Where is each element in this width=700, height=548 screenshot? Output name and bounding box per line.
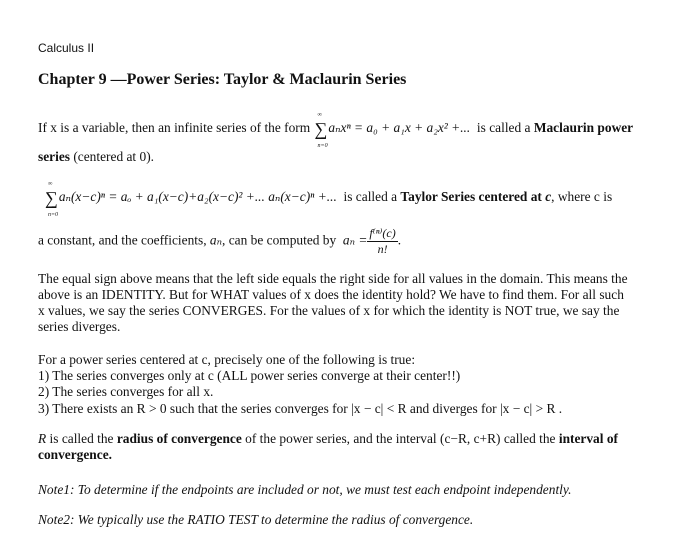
coef-fraction (367, 226, 397, 257)
term-convergence: convergence. (38, 447, 112, 462)
coef-lhs: aₙ = (342, 232, 368, 248)
case-item: 2) The series converges for all x. (38, 384, 214, 399)
term-series: series (38, 149, 70, 164)
sum-upper-limit: ∞ (317, 112, 322, 118)
cases-intro: For a power series centered at c, precisely one of the following is true: (38, 352, 416, 367)
var-an: aₙ (209, 232, 223, 248)
note-1: Note1: To determine if the endpoints are included or not, we must test each endpoint independently. (38, 482, 572, 497)
maclaurin-formula: aₙxⁿ = a₀ + a₁x + a₂x² +... (328, 120, 471, 135)
fraction-denominator: n! (377, 242, 388, 256)
text: is called the (46, 431, 117, 446)
case-item: 1) The series converges only at c (ALL power series converge at their center!!) (38, 368, 461, 383)
case-item: 3) There exists an R > 0 such that the series converges for |x − c| < R and diverges for |x − c| > R . (38, 401, 563, 416)
var-r: R (38, 431, 47, 446)
paragraph-line: The equal sign above means that the left side equals the right side for all values in the domain. This means the (38, 271, 628, 286)
paragraph-line: series diverges. (38, 319, 121, 334)
term-interval: interval of (558, 431, 618, 446)
coefficient-line (38, 226, 401, 257)
text: a constant, and the coefficients, (38, 232, 210, 248)
term-radius: radius of convergence (116, 431, 242, 446)
text: , where c is (551, 189, 613, 204)
text: is called a (470, 120, 534, 135)
sum-lower-limit: n=0 (317, 143, 328, 149)
paragraph-line: x values, we say the series CONVERGES. For the values of x for which the identity is NOT true, we say the (38, 303, 620, 318)
taylor-formula: aₙ(x−c)ⁿ = aₒ + a₁(x−c)+a₂(x−c)² +... aₙ(x−c)ⁿ +... (58, 189, 337, 204)
note-2: Note2: We typically use the RATIO TEST to determine the radius of convergence. (38, 512, 474, 527)
paragraph-line: above is an IDENTITY. But for WHAT values of x does the identity hold? We have to find them. For all such (38, 287, 624, 302)
maclaurin-line-2 (38, 149, 154, 165)
text: (centered at 0). (69, 149, 154, 164)
sum-upper-limit: ∞ (48, 181, 53, 187)
radius-line-2 (38, 447, 112, 463)
text: , can be computed by (222, 232, 343, 248)
summation-symbol: ∑ ∞ n=0 (45, 181, 59, 218)
term-taylor: Taylor Series centered at (400, 189, 546, 204)
text: If x is a variable, then an infinite series of the form (38, 120, 314, 135)
maclaurin-line (38, 112, 634, 149)
sum-lower-limit: n=0 (48, 212, 59, 218)
fraction-numerator: f⁽ⁿ⁾(c) (369, 226, 396, 240)
taylor-line (44, 181, 613, 218)
var-c: c (545, 189, 552, 204)
text: . (397, 232, 402, 248)
summation-symbol: ∑ ∞ n=0 (314, 112, 328, 149)
text: of the power series, and the interval (c−R, c+R) called the (241, 431, 559, 446)
text: is called a (336, 189, 401, 204)
radius-line (38, 431, 618, 447)
course-header: Calculus II (38, 41, 95, 55)
chapter-title: Chapter 9 —Power Series: Taylor & Maclaurin Series (38, 71, 407, 88)
term-maclaurin: Maclaurin power (533, 120, 634, 135)
